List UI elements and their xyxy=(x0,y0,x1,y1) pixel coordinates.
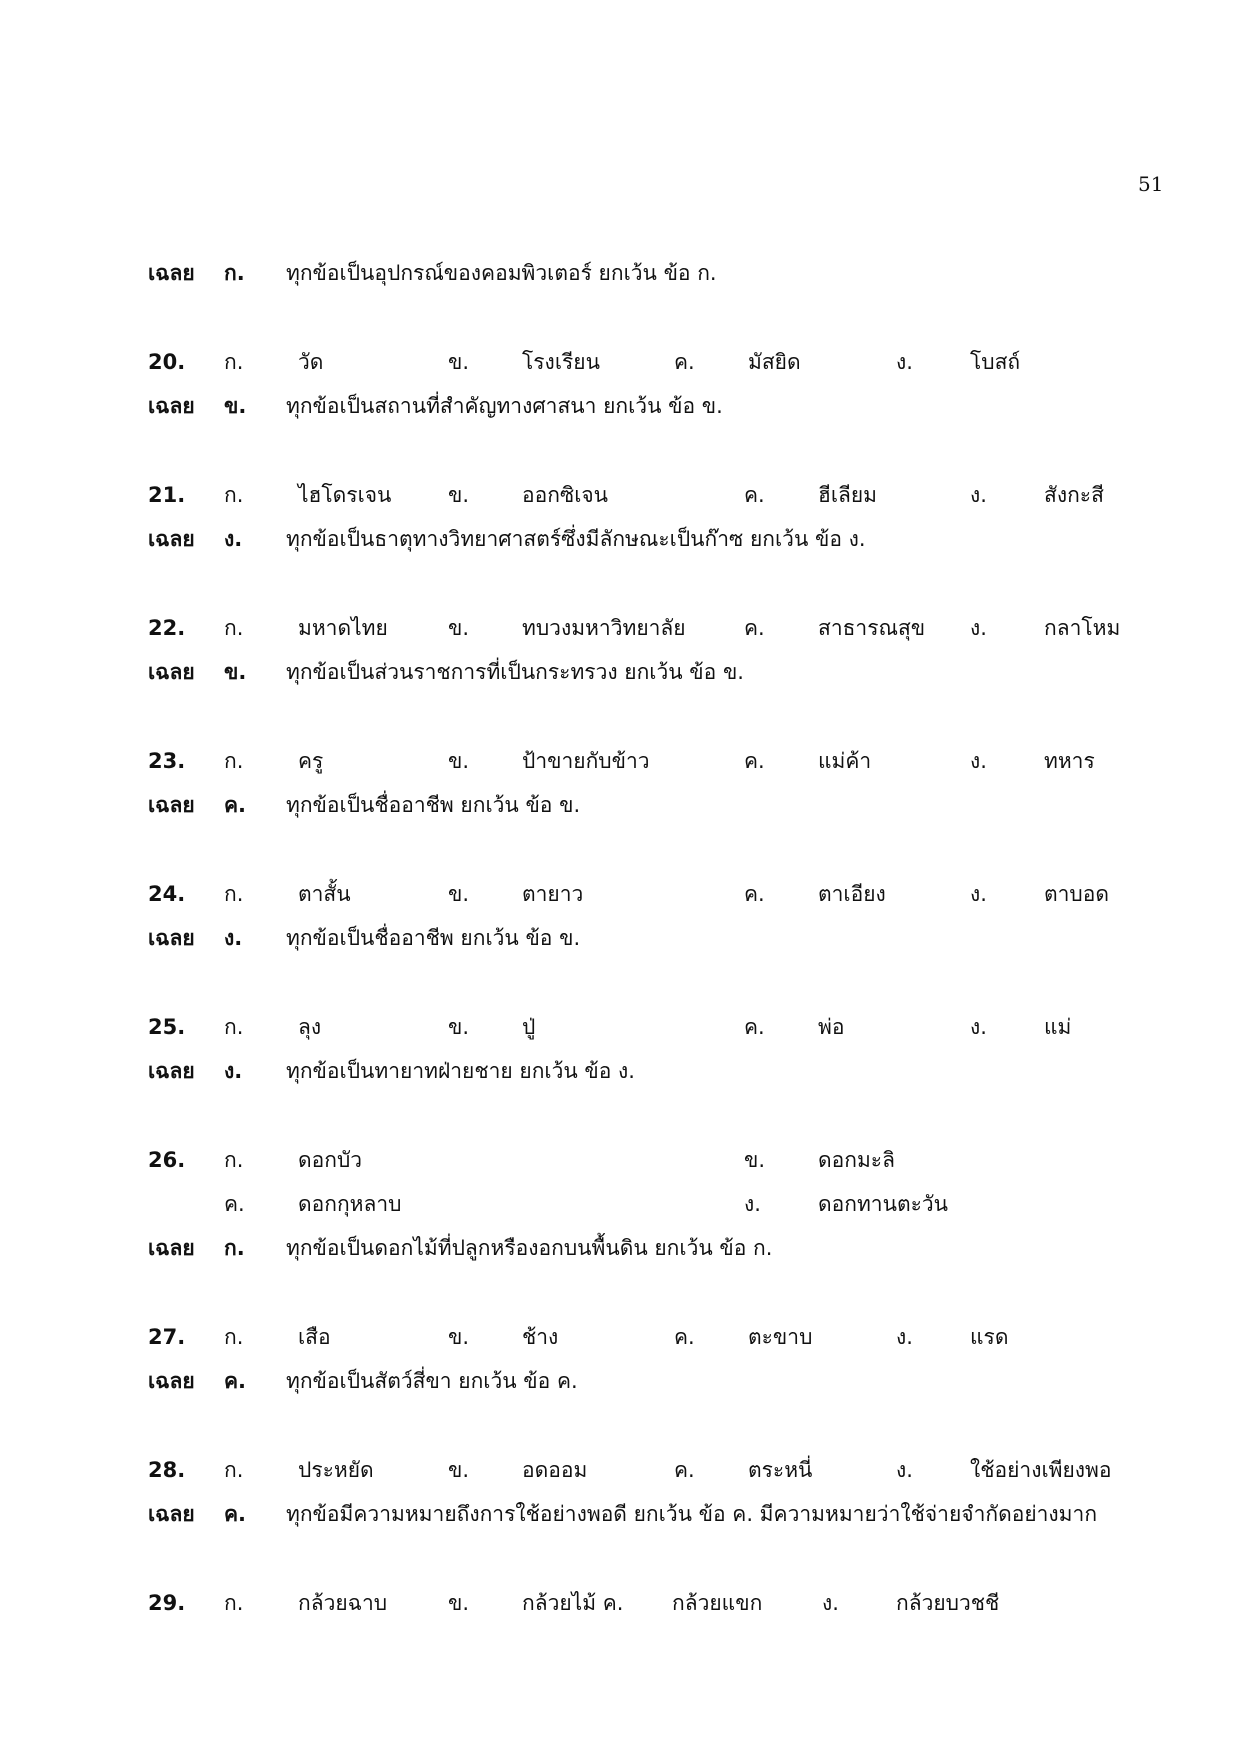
option-text: ทบวงมหาวิทยาลัย xyxy=(522,616,686,640)
option-letter: ค. xyxy=(674,350,695,374)
option-text: แม่ xyxy=(1044,1015,1072,1039)
answer-key: ค. xyxy=(224,1502,247,1526)
question-number: 24. xyxy=(148,882,186,906)
option-text: ใช้อย่างเพียงพอ xyxy=(970,1458,1112,1482)
option-text: ตะขาบ xyxy=(748,1325,813,1349)
option-letter: ข. xyxy=(448,1325,470,1349)
question-25 xyxy=(0,1010,1240,1044)
answer-line-21 xyxy=(0,522,1240,556)
question-26 xyxy=(0,1143,1240,1177)
option-text: มหาดไทย xyxy=(298,616,388,640)
answer-text: ทุกข้อเป็นส่วนราชการที่เป็นกระทรวง ยกเว้น ข้อ ข. xyxy=(286,660,744,684)
option-text: ดอกกุหลาบ xyxy=(298,1192,402,1216)
answer-label: เฉลย xyxy=(148,926,195,950)
question-number: 27. xyxy=(148,1325,186,1349)
answer-key: ง. xyxy=(224,1059,243,1083)
option-text: แม่ค้า xyxy=(818,749,872,773)
answer-text: ทุกข้อเป็นชื่ออาชีพ ยกเว้น ข้อ ข. xyxy=(286,926,581,950)
option-text: ดอกมะลิ xyxy=(818,1148,895,1172)
option-letter: ค. xyxy=(744,749,765,773)
answer-key: ค. xyxy=(224,1369,247,1393)
option-text: โรงเรียน xyxy=(522,350,600,374)
option-text: ตาเอียง xyxy=(818,882,886,906)
option-letter: ง. xyxy=(970,483,987,507)
answer-line-24 xyxy=(0,921,1240,955)
option-text: อดออม xyxy=(522,1458,588,1482)
question-28 xyxy=(0,1453,1240,1487)
option-text: กล้วยฉาบ xyxy=(298,1591,388,1615)
option-letter: ก. xyxy=(224,616,244,640)
question-number: 23. xyxy=(148,749,186,773)
option-letter: ก. xyxy=(224,1015,244,1039)
option-letter: ค. xyxy=(744,483,765,507)
answer-label: เฉลย xyxy=(148,793,195,817)
answer-key: ก. xyxy=(224,261,245,285)
answer-key: ง. xyxy=(224,926,243,950)
answer-line-22 xyxy=(0,655,1240,689)
answer-key: ง. xyxy=(224,527,243,551)
question-number: 28. xyxy=(148,1458,186,1482)
option-letter: ข. xyxy=(744,1148,766,1172)
answer-label: เฉลย xyxy=(148,394,195,418)
option-letter: ง. xyxy=(744,1192,761,1216)
question-number: 26. xyxy=(148,1148,186,1172)
option-text: ป้าขายกับข้าว xyxy=(522,749,650,773)
answer-label: เฉลย xyxy=(148,527,195,551)
question-number: 21. xyxy=(148,483,186,507)
option-letter: ก. xyxy=(224,1325,244,1349)
answer-key: ก. xyxy=(224,1236,245,1260)
answer-text: ทุกข้อเป็นดอกไม้ที่ปลูกหรืองอกบนพื้นดิน ยกเว้น ข้อ ก. xyxy=(286,1236,773,1260)
question-20 xyxy=(0,345,1240,379)
answer-line-27 xyxy=(0,1364,1240,1398)
question-22 xyxy=(0,611,1240,645)
option-letter: ง. xyxy=(896,1325,913,1349)
option-text: มัสยิด xyxy=(748,350,801,374)
option-text: ปู่ xyxy=(522,1015,536,1039)
option-letter: ง. xyxy=(896,350,913,374)
answer-label: เฉลย xyxy=(148,660,195,684)
option-letter: ก. xyxy=(224,1148,244,1172)
answer-label: เฉลย xyxy=(148,1236,195,1260)
answer-line-28 xyxy=(0,1497,1240,1531)
answer-line-25 xyxy=(0,1054,1240,1088)
option-text: กล้วยบวชชี xyxy=(896,1591,1000,1615)
option-letter: ข. xyxy=(448,882,470,906)
option-text: ช้าง xyxy=(522,1325,559,1349)
option-text: ดอกบัว xyxy=(298,1148,363,1172)
option-text: พ่อ xyxy=(818,1015,845,1039)
option-letter: ง. xyxy=(896,1458,913,1482)
option-letter: ข. xyxy=(448,350,470,374)
option-letter: ข. xyxy=(448,1591,470,1615)
answer-text: ทุกข้อมีความหมายถึงการใช้อย่างพอดี ยกเว้น ข้อ ค. มีความหมายว่าใช้จ่ายจำกัดอย่างมาก xyxy=(286,1502,1098,1526)
answer-text: ทุกข้อเป็นชื่ออาชีพ ยกเว้น ข้อ ข. xyxy=(286,793,581,817)
option-text: ดอกทานตะวัน xyxy=(818,1192,949,1216)
answer-text: ทุกข้อเป็นสถานที่สำคัญทางศาสนา ยกเว้น ข้อ ข. xyxy=(286,394,723,418)
option-letter: ข. xyxy=(448,616,470,640)
answer-label: เฉลย xyxy=(148,1369,195,1393)
question-27 xyxy=(0,1320,1240,1354)
answer-text: ทุกข้อเป็นอุปกรณ์ของคอมพิวเตอร์ ยกเว้น ข้อ ก. xyxy=(286,261,717,285)
answer-text: ทุกข้อเป็นทายาทฝ่ายชาย ยกเว้น ข้อ ง. xyxy=(286,1059,635,1083)
option-text: สังกะสี xyxy=(1044,483,1104,507)
option-text: ครู xyxy=(298,749,324,773)
option-letter: ค. xyxy=(674,1325,695,1349)
option-letter: ง. xyxy=(970,882,987,906)
option-letter: ข. xyxy=(448,1458,470,1482)
option-letter: ก. xyxy=(224,749,244,773)
option-text: ทหาร xyxy=(1044,749,1095,773)
answer-line-26 xyxy=(0,1231,1240,1265)
question-23 xyxy=(0,744,1240,778)
option-letter: ง. xyxy=(822,1591,839,1615)
option-letter: ก. xyxy=(224,882,244,906)
option-text: ฮีเลียม xyxy=(818,483,878,507)
option-letter: ก. xyxy=(224,483,244,507)
option-text: กล้วยแขก xyxy=(672,1591,763,1615)
option-text: กลาโหม xyxy=(1044,616,1121,640)
option-text: เสือ xyxy=(298,1325,331,1349)
option-letter: ค. xyxy=(744,882,765,906)
option-text: โบสถ์ xyxy=(970,350,1021,374)
answer-label: เฉลย xyxy=(148,261,195,285)
answer-text: ทุกข้อเป็นธาตุทางวิทยาศาสตร์ซึ่งมีลักษณะเป็นก๊าซ ยกเว้น ข้อ ง. xyxy=(286,527,866,551)
page-number: 51 xyxy=(1138,172,1164,196)
answer-key: ข. xyxy=(224,394,247,418)
question-number: 25. xyxy=(148,1015,186,1039)
question-24 xyxy=(0,877,1240,911)
option-letter: ค. xyxy=(744,1015,765,1039)
question-21 xyxy=(0,478,1240,512)
option-text: ตาสั้น xyxy=(298,882,351,906)
option-letter: ก. xyxy=(224,1591,244,1615)
question-number: 20. xyxy=(148,350,186,374)
question-number: 22. xyxy=(148,616,186,640)
option-text: กล้วยไม้ ค. xyxy=(522,1591,624,1615)
option-text: สาธารณสุข xyxy=(818,616,926,640)
option-letter: ง. xyxy=(970,616,987,640)
option-text: ไฮโดรเจน xyxy=(298,483,392,507)
answer-line-23 xyxy=(0,788,1240,822)
option-letter: ข. xyxy=(448,749,470,773)
answer-key: ค. xyxy=(224,793,247,817)
answer-line-19 xyxy=(0,256,1240,290)
answer-line-20 xyxy=(0,389,1240,423)
option-text: ลุง xyxy=(298,1015,322,1039)
question-number: 29. xyxy=(148,1591,186,1615)
option-text: ตระหนี่ xyxy=(748,1458,813,1482)
option-letter: ก. xyxy=(224,350,244,374)
answer-key: ข. xyxy=(224,660,247,684)
option-text: วัด xyxy=(298,350,324,374)
answer-text: ทุกข้อเป็นสัตว์สี่ขา ยกเว้น ข้อ ค. xyxy=(286,1369,578,1393)
answer-label: เฉลย xyxy=(148,1502,195,1526)
option-text: ประหยัด xyxy=(298,1458,374,1482)
option-letter: ง. xyxy=(970,1015,987,1039)
option-letter: ค. xyxy=(674,1458,695,1482)
option-letter: ข. xyxy=(448,1015,470,1039)
option-text: ตายาว xyxy=(522,882,584,906)
question-26-row-2 xyxy=(0,1187,1240,1221)
option-letter: ค. xyxy=(224,1192,245,1216)
option-letter: ข. xyxy=(448,483,470,507)
answer-label: เฉลย xyxy=(148,1059,195,1083)
option-letter: ก. xyxy=(224,1458,244,1482)
option-text: ตาบอด xyxy=(1044,882,1110,906)
option-text: แรด xyxy=(970,1325,1009,1349)
option-letter: ง. xyxy=(970,749,987,773)
option-letter: ค. xyxy=(744,616,765,640)
option-text: ออกซิเจน xyxy=(522,483,609,507)
question-29 xyxy=(0,1586,1240,1620)
